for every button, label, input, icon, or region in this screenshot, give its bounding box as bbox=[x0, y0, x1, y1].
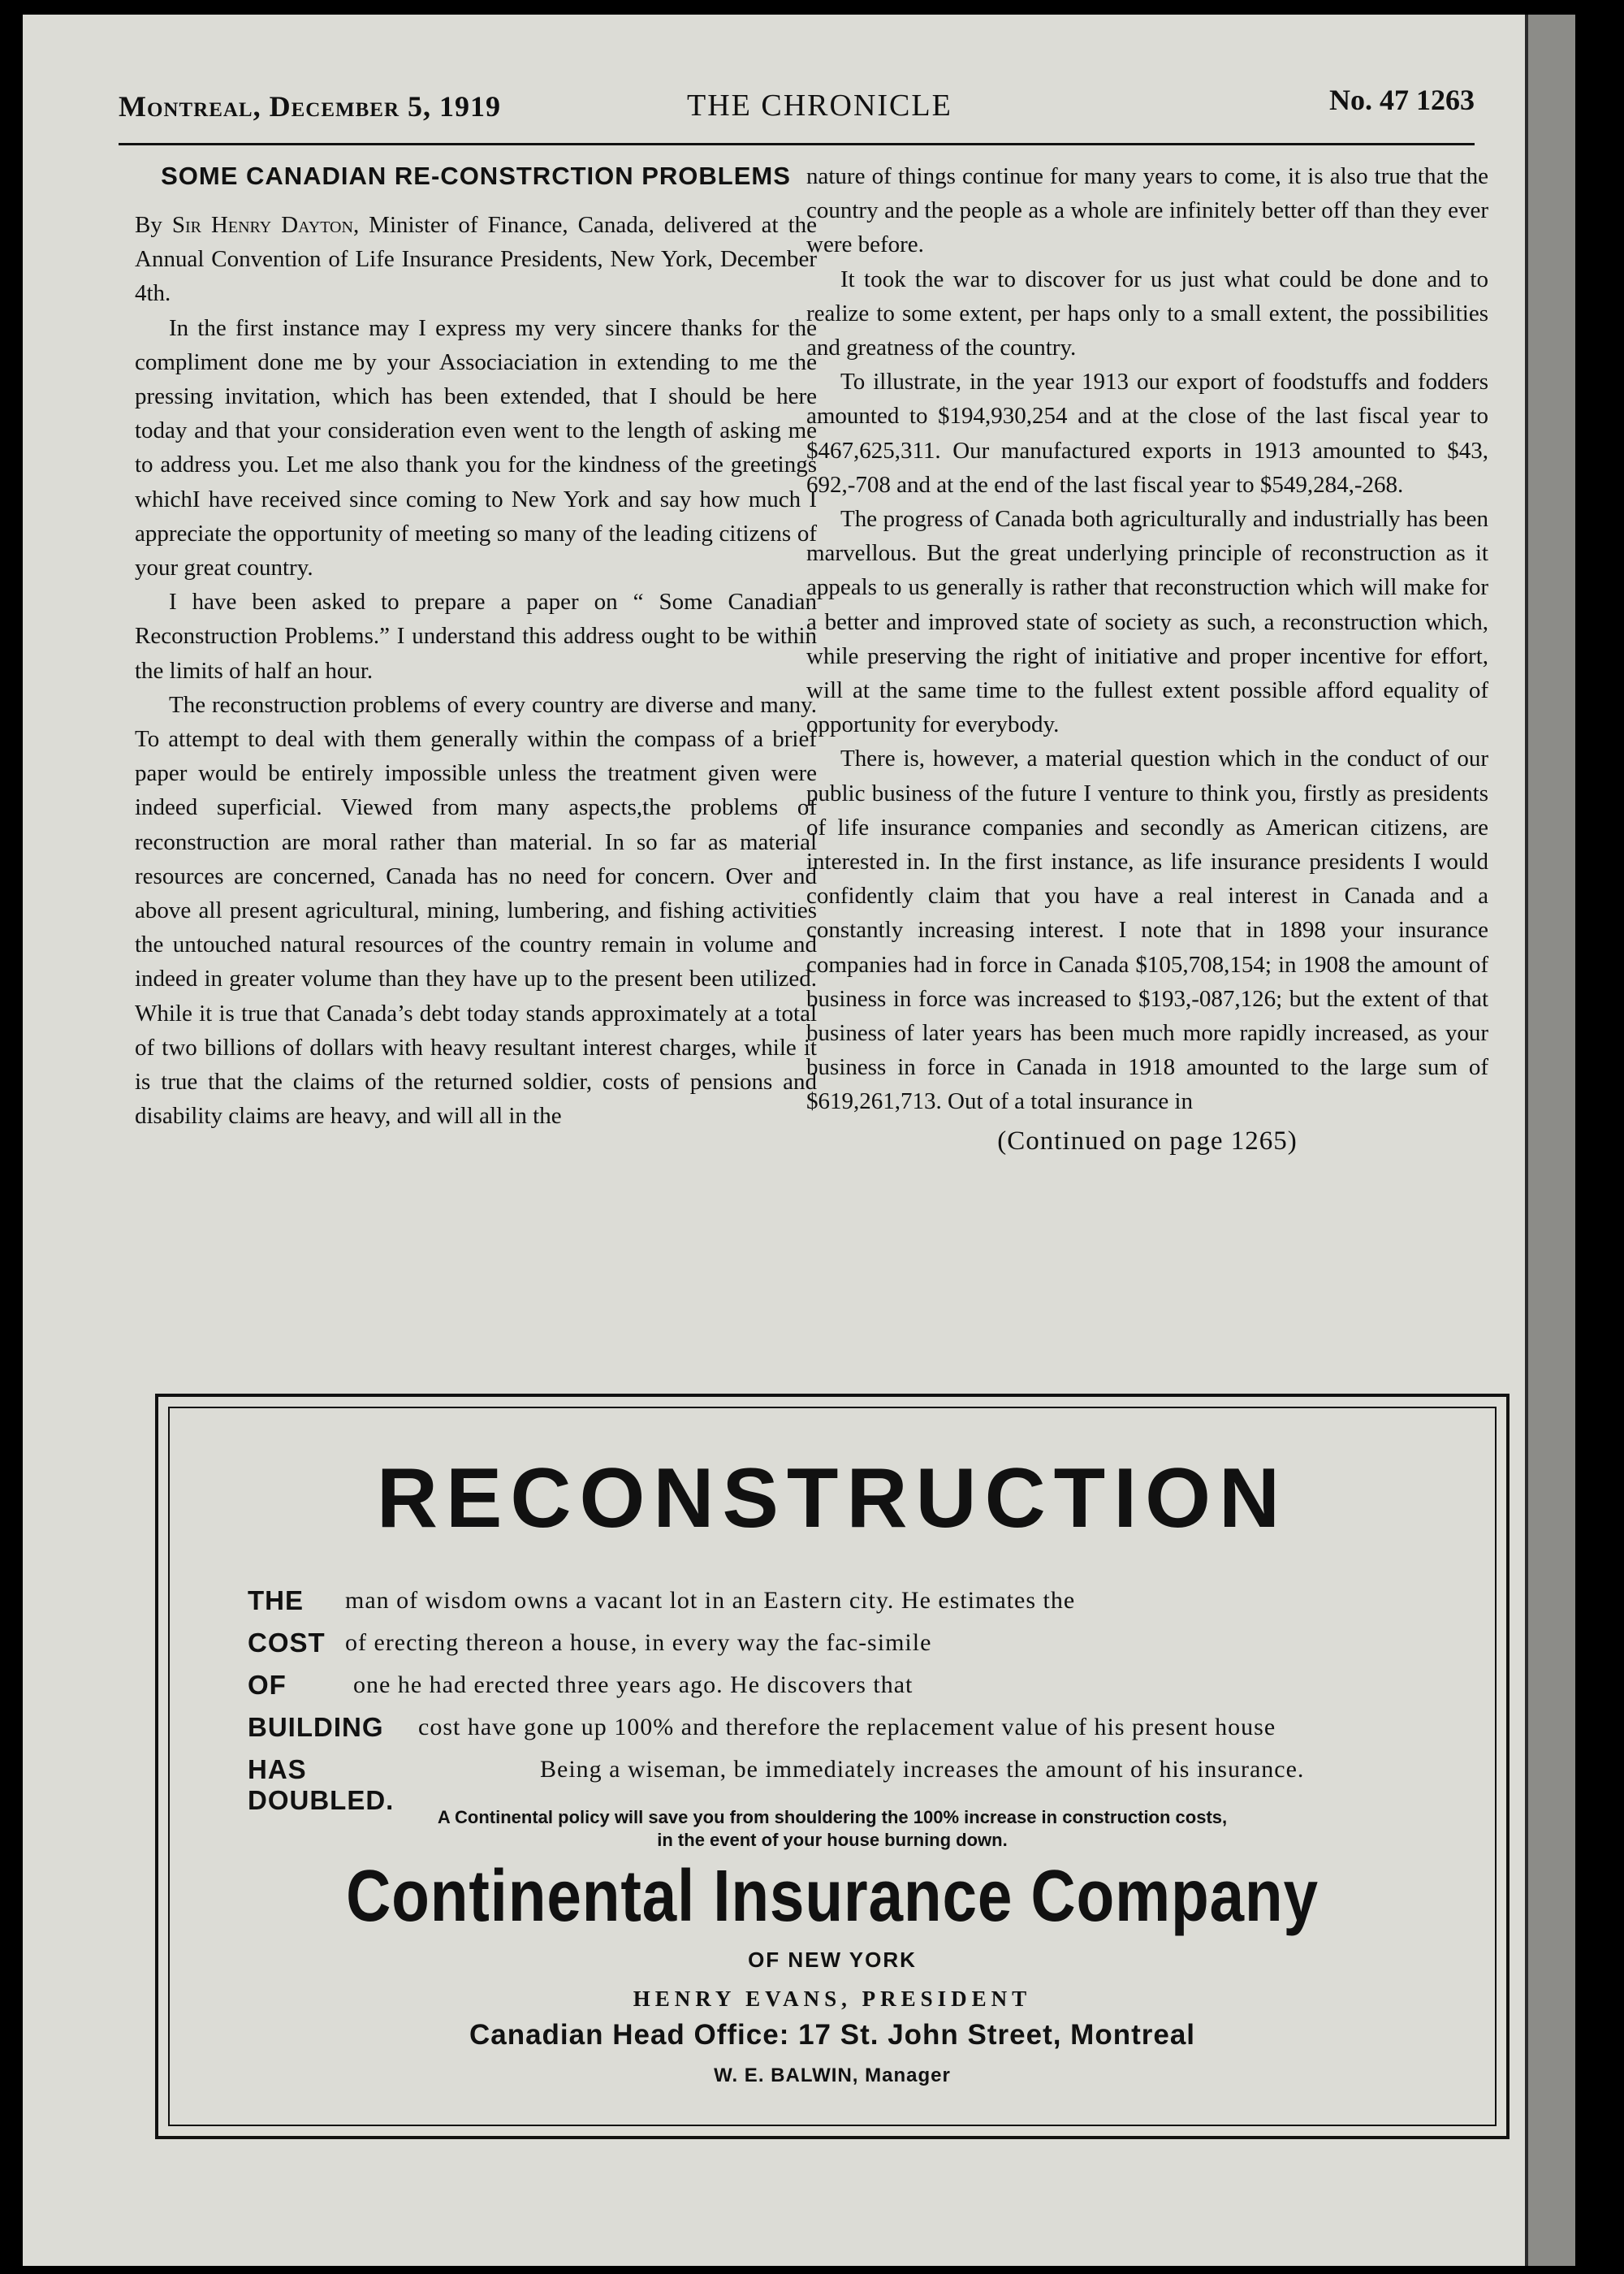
gutter-edge-line bbox=[1525, 15, 1528, 2266]
continued-notice: (Continued on page 1265) bbox=[997, 1126, 1298, 1156]
article-column-left bbox=[135, 159, 817, 1133]
ad-company-name: Continental Insurance Company bbox=[346, 1856, 1319, 1937]
paragraph: It took the war to discover for us just what could be done and to realize to some extent, per haps only to a small extent, the possibilities and greatness of the country. bbox=[806, 266, 1488, 361]
ad-line-text: one he had erected three years ago. He discovers that bbox=[353, 1671, 914, 1698]
article-title: SOME CANADIAN RE-CONSTRCTION PROBLEMS bbox=[161, 162, 791, 190]
ad-president: HENRY EVANS, PRESIDENT bbox=[633, 1987, 1032, 2011]
paragraph: There is, however, a material question which in the conduct of our public business of the future I venture to think you, firstly as presidents of life insurance companies and secondly as American citizens, are interested in. In the first instance, as life insurance presidents I would confidently claim that you have a real interest in Canada and a constantly increasing interest. I note that in 1898 your insurance companies had in force in Canada $105,708,154; in 1908 the amount of business in force was increased to $193,-087,126; but the extent of that business of later years has been much more rapidly increased, as your business in force in Canada in 1918 amounted to the large sum of $619,261,713. Out of a total insurance in bbox=[806, 746, 1488, 1115]
header-publication: THE CHRONICLE bbox=[687, 89, 952, 123]
ad-line-key: THE bbox=[248, 1585, 304, 1615]
page-gutter bbox=[1528, 15, 1575, 2266]
article-column-right bbox=[806, 159, 1488, 1158]
advertisement-inner-border bbox=[168, 1407, 1497, 2126]
running-header bbox=[119, 83, 1475, 132]
byline-author: Sir Henry Dayton bbox=[171, 212, 353, 238]
paragraph: To illustrate, in the year 1913 our export of foodstuffs and fodders amounted to $194,930,254 and at the close of the last fiscal year to $467,625,311. Our manufactured exports in 1913 amounted to $43, 692,-708 and at the end of the last fiscal year to $549,284,-268. bbox=[806, 369, 1488, 498]
ad-line-key: HAS DOUBLED. bbox=[248, 1754, 395, 1815]
article-byline bbox=[135, 208, 817, 311]
scanned-page bbox=[23, 15, 1575, 2266]
paragraph: The progress of Canada both agriculturally and industrially has been marvellous. But the great underlying principle of reconstruction as it appeals to us generally is rather that reconstruction which will make for a better and improved state of society as such, a reconstruction which, while preserving the right of initiative and proper incentive for effort, will at the same time to the fullest extent possible afford equality of opportunity for everybody. bbox=[806, 506, 1488, 738]
ad-line-key: BUILDING bbox=[248, 1712, 384, 1742]
header-rule bbox=[119, 143, 1475, 145]
ad-line-key: OF bbox=[248, 1670, 287, 1700]
ad-line-text: of erecting thereon a house, in every way the fac-simile bbox=[345, 1629, 932, 1656]
ad-promo-line: A Continental policy will save you from shouldering the 100% increase in construction costs, bbox=[437, 1807, 1228, 1827]
ad-promo bbox=[170, 1806, 1495, 1852]
ad-promo-line: in the event of your house burning down. bbox=[657, 1830, 1008, 1850]
advertisement-box bbox=[155, 1394, 1510, 2139]
paragraph: In the first instance may I express my very sincere thanks for the compliment done me by your Associaciation in extending to me the pressing invitation, which has been extended, that I should be here today and that your consideration even went to the length of asking me to address you. Let me also thank you for the kindness of the greetings whichI have received since coming to New York and say how much I appreciate the opportunity of meeting so many of the leading citizens of your great country. bbox=[135, 314, 817, 581]
byline-prefix: By bbox=[135, 212, 172, 238]
paragraph: The reconstruction problems of every country are diverse and many. To attempt to deal with them generally within the compass of a brief paper would be entirely impossible unless the treatment given were indeed superficial. Viewed from many aspects,the problems of reconstruction are moral rather than material. In so far as material resources are concerned, Canada has no need for concern. Over and above all present agricultural, mining, lumbering, and fishing activities the untouched natural resources of the country remain in volume and indeed in greater volume than they have up to the present been utilized. While it is true that Canada’s debt today stands approximately at a total of two billions of dollars with heavy resultant interest charges, while it is true that the claims of the returned soldier, costs of pensions and disability claims are heavy, and will all in the bbox=[135, 691, 817, 1130]
ad-line-text: Being a wiseman, be immediately increases the amount of his insurance. bbox=[540, 1756, 1305, 1783]
paragraph: I have been asked to prepare a paper on “ Some Canadian Reconstruction Problems.” I understand this address ought to be within the limits of half an hour. bbox=[135, 589, 817, 684]
paragraph: nature of things continue for many years to come, it is also true that the country and the people as a whole are infinitely better off than they ever were before. bbox=[806, 163, 1488, 258]
header-issue-page: No. 47 1263 bbox=[1329, 84, 1475, 116]
ad-manager: W. E. BALWIN, Manager bbox=[714, 2064, 951, 2086]
byline-description: , Minister of Finance, Canada, delivered at the Annual Convention of Life Insurance Presidents, New York, December 4th. bbox=[135, 212, 818, 307]
ad-line-text: cost have gone up 100% and therefore the replacement value of his present house bbox=[418, 1714, 1276, 1740]
ad-head-office: Canadian Head Office: 17 St. John Street, Montreal bbox=[469, 2019, 1196, 2051]
ad-headline: RECONSTRUCTION bbox=[376, 1451, 1289, 1546]
ad-line-key: COST bbox=[248, 1628, 326, 1658]
ad-company-location: OF NEW YORK bbox=[748, 1948, 917, 1972]
header-date: Montreal, December 5, 1919 bbox=[119, 90, 502, 123]
ad-line-text: man of wisdom owns a vacant lot in an Eastern city. He estimates the bbox=[345, 1587, 1076, 1614]
